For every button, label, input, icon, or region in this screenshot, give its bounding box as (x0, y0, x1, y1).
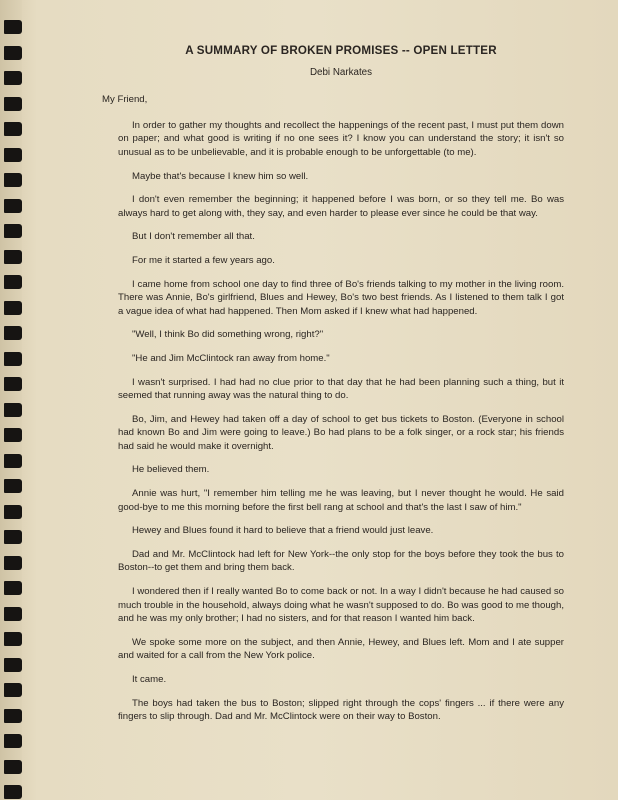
binder-ring (4, 148, 22, 162)
paragraph: "Well, I think Bo did something wrong, right?" (132, 329, 324, 341)
paragraph: Maybe that's because I knew him so well. (132, 170, 309, 182)
binder-ring (4, 199, 22, 213)
binder-ring (4, 632, 22, 646)
binder-ring (4, 275, 22, 289)
paragraph: Dad and Mr. McClintock had left for New York--the only stop for the boys before they took the bus to Boston--to get them and bring them back. (118, 548, 564, 574)
binder-ring (4, 607, 22, 621)
author-name: Debi Narkates (309, 66, 373, 78)
binder-ring (4, 454, 22, 468)
binder-ring (4, 505, 22, 519)
document-title: A SUMMARY OF BROKEN PROMISES -- OPEN LETTER (185, 44, 497, 57)
binder-ring (4, 173, 22, 187)
binder-spine (0, 0, 22, 800)
binder-ring (4, 658, 22, 672)
paragraph: Hewey and Blues found it hard to believe that a friend would just leave. (132, 525, 434, 537)
binder-ring (4, 403, 22, 417)
binder-ring (4, 683, 22, 697)
binder-ring (4, 377, 22, 391)
paragraph: But I don't remember all that. (132, 231, 255, 243)
paragraph: The boys had taken the bus to Boston; slipped right through the cops' fingers ... if there were any fingers to slip through. Dad and Mr. McClintock were on their way to Boston. (118, 697, 564, 723)
salutation: My Friend, (102, 94, 148, 106)
binder-ring (4, 428, 22, 442)
paragraph: I wasn't surprised. I had had no clue prior to that day that he had been planning such a thing, but it seemed that running away was the natural thing to do. (118, 376, 564, 402)
paragraph: I wondered then if I really wanted Bo to come back or not. In a way I didn't because he had caused so much trouble in the household, always doing what he wasn't supposed to do. Bo was good to me though, and he was my only brother; I had no sisters, and for that reason I wanted him back. (118, 586, 564, 625)
binder-ring (4, 20, 22, 34)
paragraph: He believed them. (132, 464, 210, 476)
binder-ring (4, 352, 22, 366)
binder-ring (4, 530, 22, 544)
binder-ring (4, 556, 22, 570)
paragraph: We spoke some more on the subject, and then Annie, Hewey, and Blues left. Mom and I ate supper and waited for a call from the New York police. (118, 636, 564, 662)
binder-ring (4, 785, 22, 799)
binder-ring (4, 224, 22, 238)
binder-ring (4, 250, 22, 264)
binder-ring (4, 326, 22, 340)
binder-ring (4, 71, 22, 85)
letter-body (102, 44, 564, 734)
paragraph: For me it started a few years ago. (132, 254, 275, 266)
paragraph: Annie was hurt, "I remember him telling me he was leaving, but I never thought he would. He said good-bye to me this morning before the first bell rang at school and that's the last I saw of him." (118, 488, 564, 513)
binder-ring (4, 709, 22, 723)
binder-ring (4, 301, 22, 315)
binder-ring (4, 479, 22, 493)
binder-ring (4, 46, 22, 60)
paragraph: I came home from school one day to find three of Bo's friends talking to my mother in the living room. There was Annie, Bo's girlfriend, Blues and Hewey, Bo's two best friends. As I listened to them talk I got a vague idea of what had happened. Then Mom asked if I knew what had happened. (118, 278, 564, 317)
binder-ring (4, 581, 22, 595)
binder-ring (4, 734, 22, 748)
paragraph: It came. (132, 674, 167, 685)
paragraph: In order to gather my thoughts and recollect the happenings of the recent past, I must put them down on paper; and what good is writing if no one sees it? I know you can understand the story; it isn't so unusual as to be unbelievable, and it is probable enough to be unforgettable (to me). (118, 119, 564, 158)
paragraph: I don't even remember the beginning; it happened before I was born, or so they tell me. Bo was always hard to get along with, they say, and even harder to please ever since he could be that way. (118, 194, 564, 219)
binder-ring (4, 760, 22, 774)
paragraph: "He and Jim McClintock ran away from home." (132, 352, 330, 364)
binder-ring (4, 122, 22, 136)
paragraph: Bo, Jim, and Hewey had taken off a day of school to get bus tickets to Boston. (Everyone in school had known Bo and Jim were going to leave.) Bo had plans to be a folk singer, or a rock star; his friends had said he would make it overnight. (118, 413, 564, 452)
binder-ring (4, 97, 22, 111)
